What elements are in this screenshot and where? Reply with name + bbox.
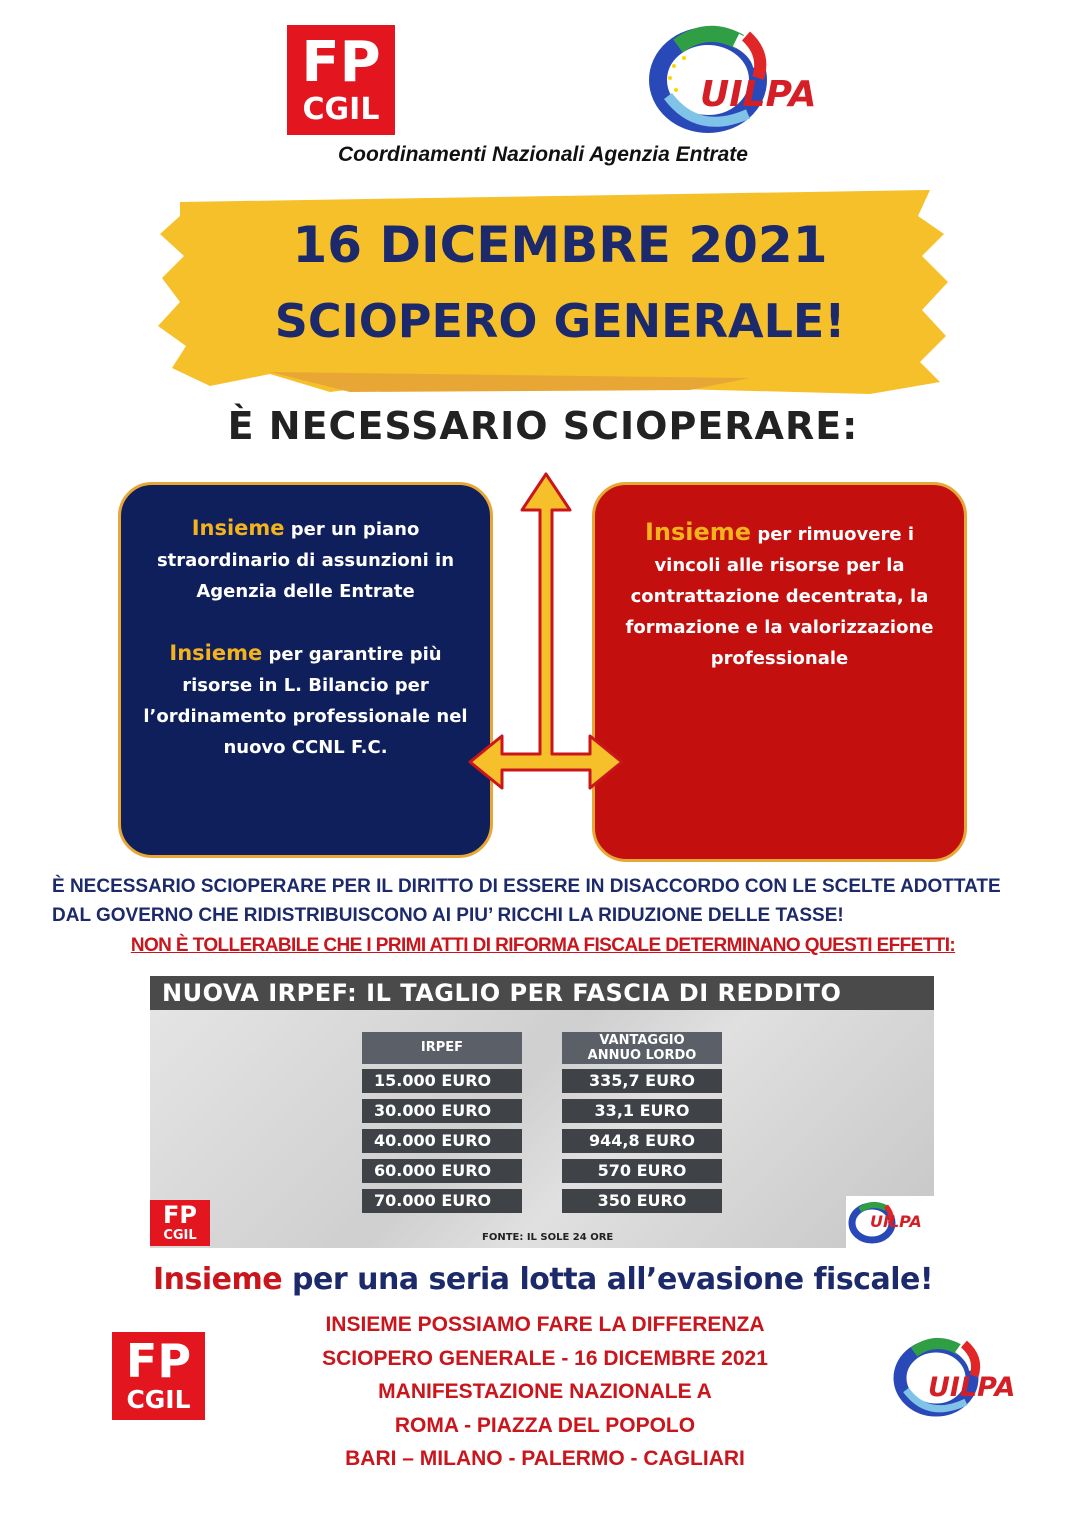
fp-cgil-logo	[287, 25, 395, 135]
table-source: FONTE: IL SOLE 24 ORE	[482, 1232, 614, 1243]
vantaggio-cell: 350 EURO	[562, 1189, 722, 1213]
insieme-highlight: Insieme	[169, 641, 263, 665]
insieme-highlight: Insieme	[644, 518, 752, 546]
slogan-highlight: Insieme	[152, 1262, 283, 1297]
slogan-text: per una seria lotta all’evasione fiscale!	[282, 1262, 934, 1297]
footer-line: SCIOPERO GENERALE - 16 DICEMBRE 2021	[322, 1346, 768, 1370]
irpef-table-image	[150, 976, 934, 1248]
right-demand-1-text: per rimuovere i vincoli alle risorse per la contrattazione decentrata, la formazione e la valorizzazione professionale	[625, 524, 934, 669]
right-demand-box	[592, 482, 967, 862]
header-subtitle: Coordinamenti Nazionali Agenzia Entrate	[338, 143, 748, 166]
left-demand-1-text: per un piano straordinario di assunzioni in Agenzia delle Entrate	[156, 519, 455, 602]
left-demand-box	[118, 482, 493, 858]
vantaggio-cell: 33,1 EURO	[562, 1099, 722, 1123]
cgil-logo-text: CGIL	[302, 92, 380, 127]
table-row	[362, 1069, 722, 1099]
uilpa-logo	[648, 18, 817, 143]
fp-cgil-bottom-logo	[112, 1332, 205, 1420]
cgil-logo-text: CGIL	[163, 1228, 197, 1243]
fp-logo-text: FP	[125, 1334, 192, 1388]
irpef-table-title: NUOVA IRPEF: IL TAGLIO PER FASCIA DI REDDITO	[150, 976, 934, 1010]
irpef-cell: 15.000 EURO	[362, 1069, 522, 1093]
irpef-cell: 40.000 EURO	[362, 1129, 522, 1153]
cgil-logo-text: CGIL	[126, 1385, 191, 1414]
vantaggio-header-line-2: ANNUO LORDO	[587, 1048, 697, 1063]
footer-line: BARI – MILANO - PALERMO - CAGLIARI	[345, 1447, 745, 1470]
irpef-table-rows	[362, 1069, 722, 1219]
footer-text	[260, 1308, 830, 1476]
vantaggio-header-line-1: VANTAGGIO	[599, 1033, 685, 1048]
banner-date: 16 DICEMBRE 2021	[292, 216, 828, 274]
irpef-column-header	[362, 1032, 522, 1064]
irpef-cell: 60.000 EURO	[362, 1159, 522, 1183]
uilpa-logo-text: UILPA	[870, 1212, 922, 1231]
footer-line: MANIFESTAZIONE NAZIONALE A	[378, 1380, 712, 1403]
statement-line-1: È NECESSARIO SCIOPERARE PER IL DIRITTO DI ESSERE IN DISACCORDO CON LE SCELTE ADOTTATE	[52, 876, 1001, 897]
vantaggio-cell: 944,8 EURO	[562, 1129, 722, 1153]
statement-text	[52, 872, 1086, 930]
left-demand-2-text: per garantire più risorse in L. Bilancio per l’ordinamento professionale nel nuovo CCNL F.C.	[143, 644, 468, 758]
table-row	[362, 1159, 722, 1189]
uilpa-small-logo	[846, 1196, 934, 1248]
slogan	[0, 1262, 1086, 1297]
irpef-header-label: IRPEF	[420, 1040, 464, 1055]
footer-line: ROMA - PIAZZA DEL POPOLO	[394, 1413, 696, 1437]
uilpa-logo-text: UILPA	[928, 1372, 1016, 1403]
table-row	[362, 1129, 722, 1159]
irpef-cell: 30.000 EURO	[362, 1099, 522, 1123]
left-demand-1	[139, 513, 472, 607]
necessario-title: È NECESSARIO SCIOPERARE:	[227, 404, 859, 448]
uilpa-logo-text: UILPA	[700, 74, 817, 115]
fp-logo-text: FP	[301, 30, 381, 95]
statement-line-2: DAL GOVERNO CHE RIDISTRIBUISCONO AI PIU’ RICCHI LA RIDUZIONE DELLE TASSE!	[52, 905, 844, 926]
left-demand-2	[139, 638, 472, 763]
fp-logo-text: FP	[163, 1201, 197, 1229]
vantaggio-cell: 335,7 EURO	[562, 1069, 722, 1093]
table-row	[362, 1099, 722, 1129]
footer-line: INSIEME POSSIAMO FARE LA DIFFERENZA	[325, 1313, 765, 1336]
right-demand-1	[613, 517, 946, 674]
table-row	[362, 1189, 722, 1219]
arrows-graphic	[466, 470, 626, 790]
vantaggio-cell: 570 EURO	[562, 1159, 722, 1183]
irpef-cell: 70.000 EURO	[362, 1189, 522, 1213]
insieme-highlight: Insieme	[191, 516, 285, 540]
warning-text: NON È TOLLERABILE CHE I PRIMI ATTI DI RIFORMA FISCALE DETERMINANO QUESTI EFFETTI:	[130, 935, 956, 956]
fp-cgil-small-logo	[150, 1200, 210, 1246]
vantaggio-column-header	[562, 1032, 722, 1064]
banner-headline: SCIOPERO GENERALE!	[274, 294, 846, 348]
uilpa-bottom-logo	[892, 1332, 1017, 1422]
